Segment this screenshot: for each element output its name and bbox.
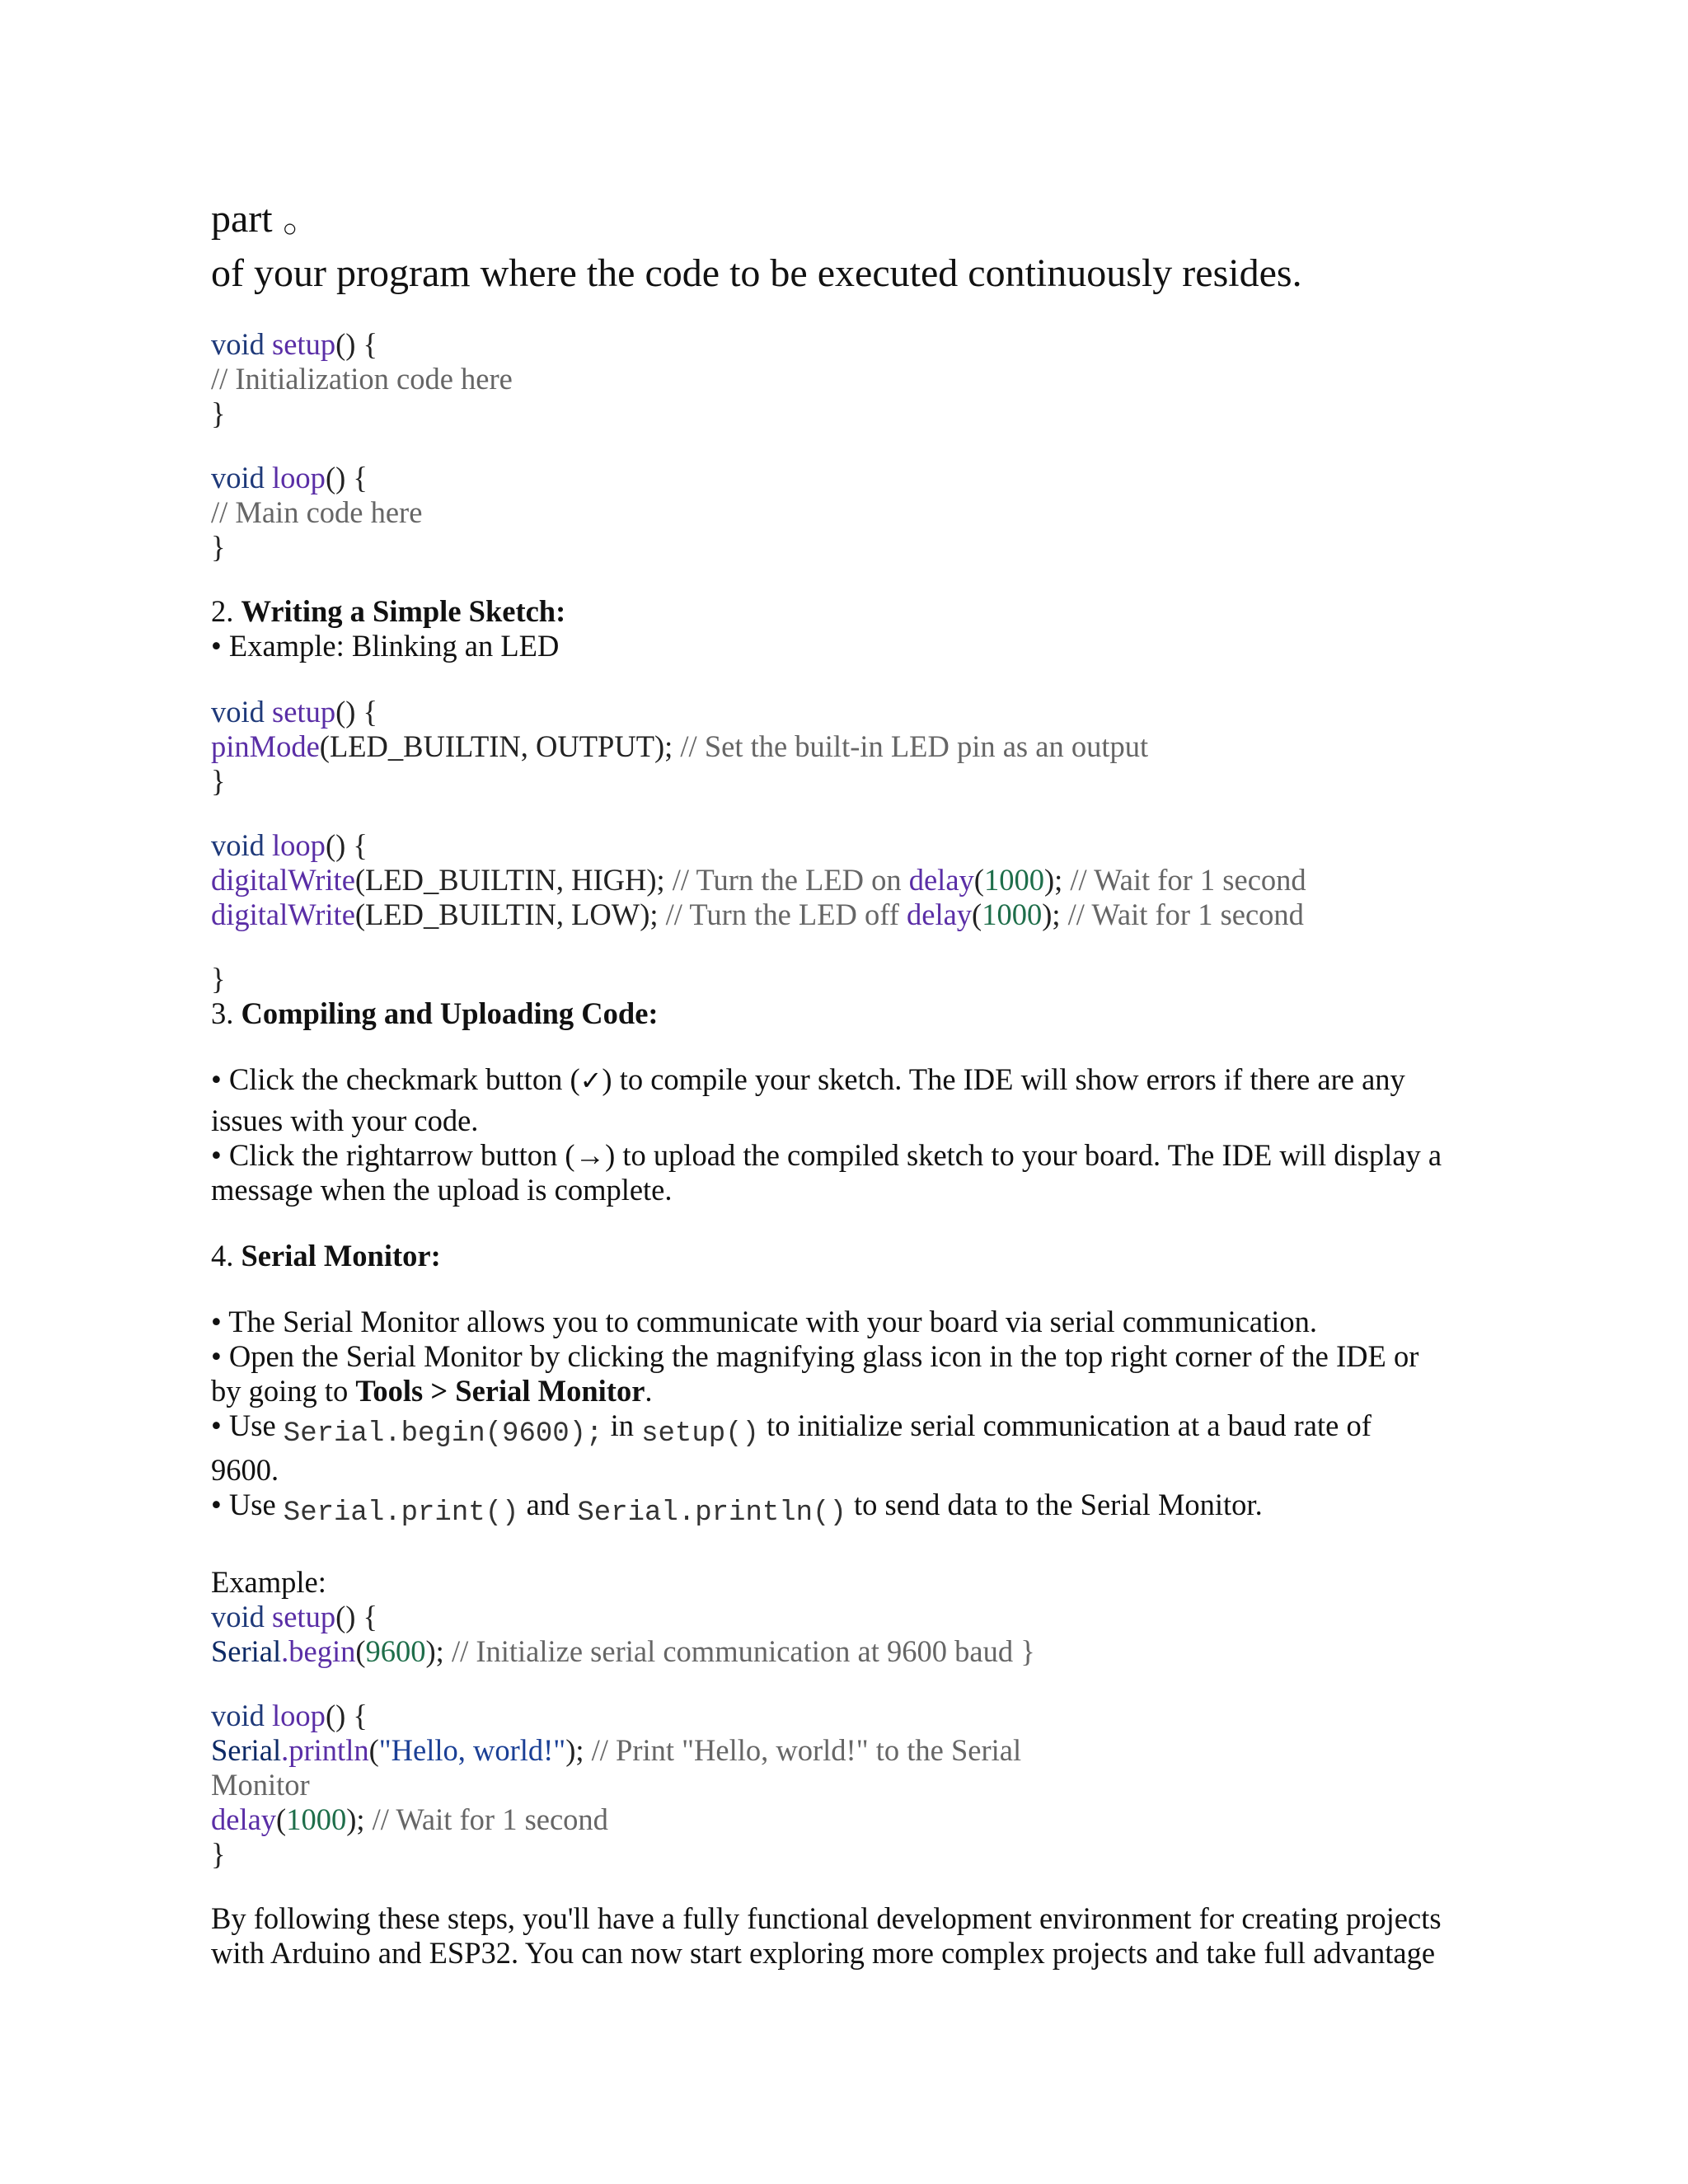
bullet-continuation: 9600.: [211, 1453, 279, 1487]
bullet-circle-icon: ○: [282, 215, 298, 242]
example-label: Example:: [211, 1565, 326, 1599]
bullet-continuation: message when the upload is complete.: [211, 1173, 673, 1207]
code-comment: Monitor: [211, 1768, 310, 1802]
code-comment: // Main code here: [211, 495, 423, 529]
section-heading: 3. Compiling and Uploading Code:: [211, 996, 659, 1030]
bullet-item: • The Serial Monitor allows you to communicate with your board via serial communication.: [211, 1305, 1318, 1338]
code-line: void loop() {: [211, 828, 368, 862]
code-line: }: [211, 396, 226, 430]
code-line: void setup() {: [211, 1600, 378, 1633]
code-line: void loop() {: [211, 461, 368, 494]
bullet-item: • Click the checkmark button (✓) to compile your sketch. The IDE will show errors if there are any: [211, 1062, 1405, 1096]
code-line: void loop() {: [211, 1699, 368, 1732]
bullet-continuation: by going to Tools > Serial Monitor.: [211, 1374, 653, 1408]
bullet-item: • Open the Serial Monitor by clicking the magnifying glass icon in the top right corner of the IDE or: [211, 1339, 1419, 1373]
intro-word: part: [211, 197, 273, 241]
closing-paragraph-line: By following these steps, you'll have a fully functional development environment for creating projects: [211, 1901, 1442, 1935]
bullet-item: • Example: Blinking an LED: [211, 629, 560, 663]
code-line: delay(1000); // Wait for 1 second: [211, 1802, 608, 1836]
bullet-item: • Use Serial.begin(9600); in setup() to initialize serial communication at a baud rate of: [211, 1408, 1372, 1450]
code-line: void setup() {: [211, 327, 378, 361]
intro-part-line: [211, 196, 298, 247]
code-line: }: [211, 530, 226, 564]
code-line: digitalWrite(LED_BUILTIN, HIGH); // Turn the LED on delay(1000); // Wait for 1 second: [211, 863, 1306, 897]
code-line: }: [211, 962, 226, 996]
closing-paragraph-line: with Arduino and ESP32. You can now start exploring more complex projects and take full advantage: [211, 1936, 1436, 1970]
bullet-item: • Use Serial.print() and Serial.println() to send data to the Serial Monitor.: [211, 1488, 1263, 1529]
bullet-continuation: issues with your code.: [211, 1104, 479, 1137]
intro-sentence: of your program where the code to be executed continuously resides.: [211, 251, 1302, 295]
code-line: pinMode(LED_BUILTIN, OUTPUT); // Set the built-in LED pin as an output: [211, 729, 1149, 763]
code-line: void setup() {: [211, 695, 378, 729]
section-heading: 2. Writing a Simple Sketch:: [211, 594, 566, 628]
right-arrow-icon: →: [574, 1138, 606, 1172]
code-comment: // Initialization code here: [211, 362, 513, 396]
code-line: digitalWrite(LED_BUILTIN, LOW); // Turn the LED off delay(1000); // Wait for 1 second: [211, 898, 1304, 931]
code-line: }: [211, 764, 226, 798]
code-line: Serial.begin(9600); // Initialize serial communication at 9600 baud }: [211, 1634, 1035, 1668]
bullet-item: • Click the rightarrow button (→) to upload the compiled sketch to your board. The IDE will display a: [211, 1138, 1442, 1172]
code-line: }: [211, 1837, 226, 1871]
checkmark-icon: ✓: [579, 1065, 603, 1096]
section-heading: 4. Serial Monitor:: [211, 1239, 441, 1272]
code-line: Serial.println("Hello, world!"); // Print "Hello, world!" to the Serial: [211, 1733, 1022, 1767]
